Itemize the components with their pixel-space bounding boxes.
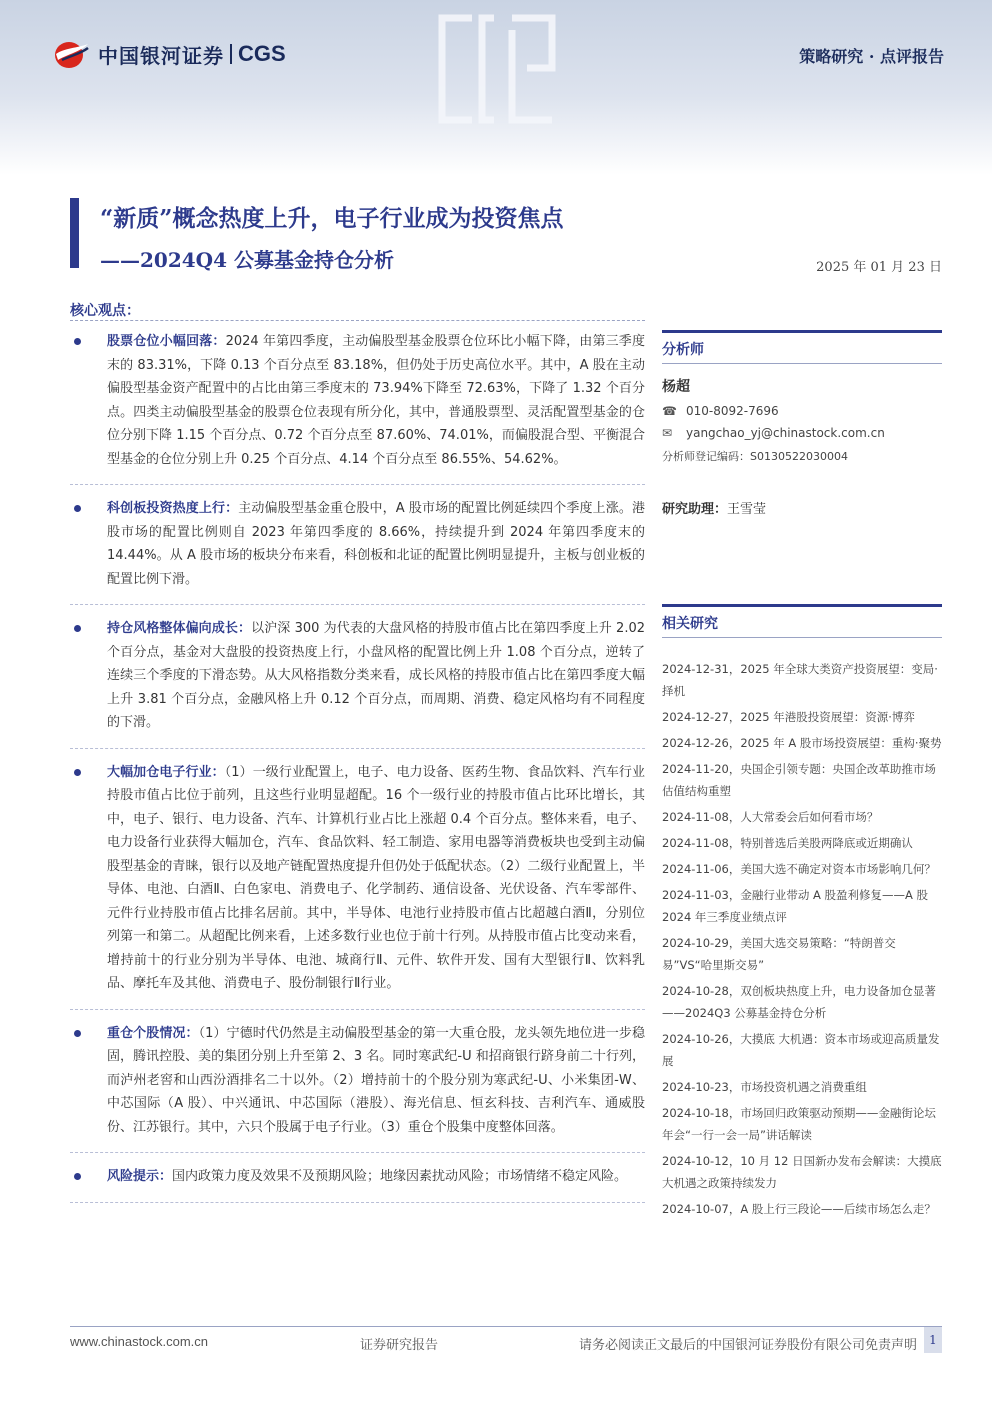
phone-number: 010-8092-7696 (686, 404, 779, 418)
bullet-text: 2024 年第四季度，主动偏股型基金股票仓位环比小幅下降，由第三季度末的 83.31%，下降 0.13 个百分点至 83.18%，但仍处于历史高位水平。其中，A 股在主动偏股型基金资产配置中的占比由第三季度末的 73.94%下降至 72.63%，下降了 1.32 个百分点。四类主动偏股型基金的股票仓位表现有所分化，其中，普通股票型、灵活配置型基金的仓位分别下降 1.15 个百分点、0.72 个百分点至 87.60%、74.01%，而偏股混合型、平衡混合型基金的仓位分别上升 0.25 个百分点、4.14 个百分点至 86.55%、54.62%。 (107, 334, 645, 467)
footer-disclaimer: 请务必阅读正文最后的中国银河证券股份有限公司免责声明 (578, 1338, 917, 1353)
bullet-text: （1）宁德时代仍然是主动偏股型基金的第一大重仓股，龙头领先地位进一步稳固，腾讯控股、美的集团分别上升至第 2、3 名。同时寒武纪-U 和招商银行跻身前二十行列，而泸州老窖和山西汾酒排名二十以外。（2）增持前十的个股分别为寒武纪-U、小米集团-W、中芯国际（A 股）、中兴通讯、中芯国际（港股）、海光信息、恒玄科技、吉利汽车、通威股份、江苏银行。其中，六只个股属于电子行业。（3）重仓个股集中度整体回落。 (107, 1025, 645, 1135)
analyst-name: 杨超 (662, 379, 690, 395)
related-item[interactable]: 2024-12-31，2025 年全球大类资产投资展望：变局·择机 (662, 662, 938, 698)
bullet-top-holdings (70, 1022, 645, 1154)
related-item[interactable]: 2024-10-18，市场回归政策驱动预期——金融街论坛年会“一行一会一局”讲话解读 (662, 1106, 936, 1142)
logo-divider (230, 44, 232, 64)
bullet-dot-icon (74, 1030, 81, 1037)
related-item[interactable]: 2024-12-26，2025 年 A 股市场投资展望：重构·聚势 (662, 736, 942, 750)
bullet-dot-icon (74, 505, 81, 512)
bullet-heading: 重仓个股情况： (107, 1025, 199, 1041)
bullet-text: （1）一级行业配置上，电子、电力设备、医药生物、食品饮料、汽车行业持股市值占比位于前列，且这些行业明显超配。16 个一级行业的持股市值占比环比增长，其中，电子、银行、电力设备、汽车、计算机行业占比上涨超 0.4 个百分点。整体来看，电子、电力设备行业获得大幅加仓，汽车、食品饮料、轻工制造、家用电器等消费板块也受到主动偏股型基金的青睐，银行以及地产链配置热度提升但仍处于低配状态。（2）二级行业配置上，半导体、电池、白酒Ⅱ、白色家电、消费电子、化学制药、通信设备、光伏设备、汽车零部件、元件行业持股市值占比排名居前。其中，半导体、电池行业持股市值占比超越白酒Ⅱ，分别位列第一和第二。从超配比例来看，上述多数行业也位于前十行列。从持股市值占比变动来看，增持前十的行业分别为半导体、电池、城商行Ⅱ、元件、软件开发、国有大型银行Ⅱ、饮料乳品、摩托车及其他、消费电子、股份制银行Ⅱ行业。 (107, 764, 645, 991)
related-item[interactable]: 2024-11-20，央国企引领专题：央国企改革助推市场估值结构重塑 (662, 762, 936, 798)
related-research-list (662, 656, 942, 1222)
bullet-risk (70, 1165, 645, 1203)
core-views-label: 核心观点： (70, 303, 140, 319)
related-item[interactable]: 2024-10-29，美国大选交易策略：“特朗普交易”VS“哈里斯交易” (662, 936, 896, 972)
bullet-star-market (70, 497, 645, 605)
document-type: 策略研究 · 点评报告 (799, 47, 944, 66)
report-title: “新质”概念热度上升，电子行业成为投资焦点 (100, 205, 564, 232)
bullet-heading: 持仓风格整体偏向成长： (107, 621, 252, 636)
related-item[interactable]: 2024-12-27，2025 年港股投资展望：资源·博弈 (662, 710, 915, 724)
cgs-watermark-icon (432, 10, 562, 135)
research-assistant (662, 498, 942, 517)
related-item[interactable]: 2024-10-28，双创板块热度上升，电力设备加仓显著——2024Q3 公募基金持仓分析 (662, 984, 936, 1020)
bullet-dot-icon (74, 338, 81, 345)
bullet-style (70, 617, 645, 749)
related-item[interactable]: 2024-10-07，A 股上行三段论——后续市场怎么走？ (662, 1202, 936, 1216)
brand-logo (52, 38, 286, 70)
related-item[interactable]: 2024-11-08，人大常委会后如何看市场？ (662, 810, 879, 824)
mail-icon: ✉ (662, 426, 673, 440)
bullet-heading: 大幅加仓电子行业： (107, 764, 225, 780)
related-research-panel (662, 604, 942, 1222)
galaxy-logo-icon (52, 38, 90, 70)
report-subtitle: ——2024Q4 公募基金持仓分析 (100, 248, 394, 272)
phone-row (662, 404, 942, 418)
bullet-stock-position (70, 330, 645, 485)
bullet-text: 国内政策力度及效果不及预期风险；地缘因素扰动风险；市场情绪不稳定风险。 (172, 1169, 628, 1184)
bullet-heading: 股票仓位小幅回落： (107, 334, 226, 349)
brand-name-cn: 中国银河证券 (98, 43, 224, 68)
bullet-dot-icon (74, 1173, 81, 1180)
brand-name-en: CGS (238, 41, 286, 66)
page-number: 1 (924, 1327, 942, 1353)
related-research-heading: 相关研究 (662, 604, 942, 638)
bullet-heading: 风险提示： (107, 1169, 173, 1184)
header-band (0, 0, 992, 175)
bullet-heading: 科创板投资热度上行： (107, 501, 239, 516)
core-views-divider (70, 320, 645, 322)
assistant-name: 王雪莹 (727, 502, 767, 517)
analyst-panel (662, 330, 942, 517)
related-item[interactable]: 2024-11-08，特别普选后美股两降底或近期确认 (662, 836, 913, 850)
related-item[interactable]: 2024-11-06，美国大选不确定对资本市场影响几何？ (662, 862, 936, 876)
bullet-text: 以沪深 300 为代表的大盘风格的持股市值占比在第四季度上升 2.02 个百分点，基金对大盘股的投资热度上行，小盘风格的配置比例上升 1.08 个百分点，逆转了连续三个季度的下滑态势。从大风格指数分类来看，成长风格的持股市值占比在第四季度大幅上升 3.81 个百分点，金融风格上升 0.12 个百分点，而周期、消费、稳定风格均有不同程度的下滑。 (107, 621, 645, 730)
title-accent-bar (70, 198, 79, 268)
phone-icon: ☎ (662, 404, 677, 418)
bullet-dot-icon (74, 625, 81, 632)
core-views-list (70, 330, 645, 1215)
bullet-dot-icon (74, 769, 81, 776)
report-date: 2025 年 01 月 23 日 (816, 260, 942, 275)
related-item[interactable]: 2024-11-03，金融行业带动 A 股盈利修复——A 股 2024 年三季度业绩点评 (662, 888, 929, 924)
assistant-label: 研究助理： (662, 502, 728, 517)
bullet-text: 主动偏股型基金重仓股中，A 股市场的配置比例延续四个季度上涨。港股市场的配置比例则自 2023 年第四季度的 8.66%，持续提升到 2024 年第四季度末的 14.44%。从 A 股市场的板块分布来看，科创板和北证的配置比例明显提升，主板与创业板的配置比例下滑。 (107, 501, 645, 587)
analyst-heading: 分析师 (662, 330, 942, 364)
footer-report-type: 证券研究报告 (360, 1338, 439, 1353)
footer-website[interactable]: www.chinastock.com.cn (70, 1334, 208, 1349)
email-row (662, 426, 942, 440)
footer-divider (70, 1326, 942, 1327)
bullet-electronics (70, 761, 645, 1010)
related-item[interactable]: 2024-10-23，市场投资机遇之消费重组 (662, 1080, 867, 1094)
email-link[interactable]: yangchao_yj@chinastock.com.cn (686, 426, 885, 440)
related-item[interactable]: 2024-10-12，10 月 12 日国新办发布会解读：大摸底大机遇之政策持续发力 (662, 1154, 942, 1190)
analyst-license: 分析师登记编码：S0130522030004 (662, 450, 848, 463)
related-item[interactable]: 2024-10-26，大摸底 大机遇：资本市场或迎高质量发展 (662, 1032, 940, 1068)
